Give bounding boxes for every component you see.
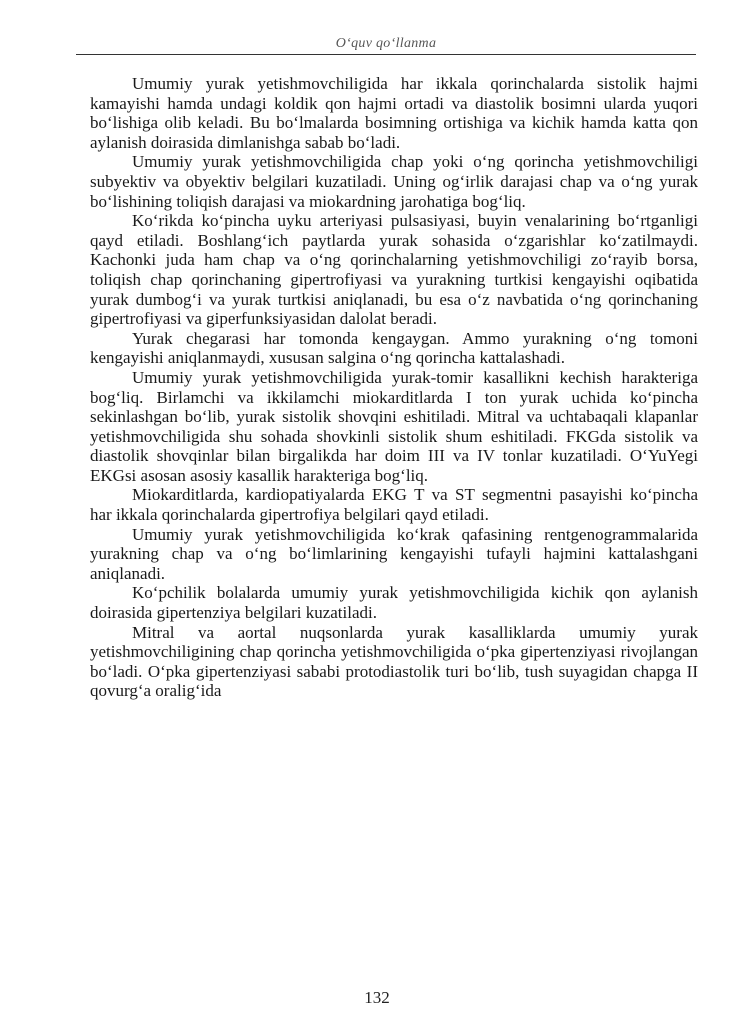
page-number: 132	[364, 988, 390, 1007]
paragraph: Umumiy yurak yetishmovchiligida yurak-tomir kasallikni kechish harakteriga bog‘liq. Birlamchi va ikkilamchi miokarditlarda I ton yurak uchida ko‘pincha sekinlashgan bo‘lib, yurak sistolik shovqini eshitiladi. Mitral va uchtabaqali klapanlar yetishmovchiligida shu sohada shovkinli sistolik shum eshitiladi. FKGda sistolik va diastolik shovqinlar bilan birgalikda har doim III va IV tonlar kuzatiladi. O‘YuYegi EKGsi asosan asosiy kasallik harakteriga bog‘liq.	[90, 367, 698, 485]
paragraph: Ko‘rikda ko‘pincha uyku arteriyasi pulsasiyasi, buyin venalarining bo‘rtganligi qayd etiladi. Boshlang‘ich paytlarda yurak sohasida o‘zgarishlar ko‘zatilmaydi. Kachonki juda ham chap va o‘ng qorinchalarning yetishmovchiligi zo‘rayib borsa, toliqish chap qorinchaning gipertrofiyasi va yurakning turtkisi kengayishi oqibatida yurak dumbog‘i va yurak turtkisi aniqlanadi, bu esa o‘z navbatida o‘ng qorinchaning gipertrofiyasi va giperfunksiyasidan dalolat beradi.	[90, 211, 698, 329]
paragraph: Umumiy yurak yetishmovchiligida ko‘krak qafasining rentgenogrammalarida yurakning chap va o‘ng bo‘limlarining kengayishi tufayli hajmini kattalashgani aniqlanadi.	[90, 524, 698, 583]
header-rule	[76, 54, 696, 55]
running-title: O‘quv qo‘llanma	[335, 36, 437, 51]
running-header	[76, 34, 696, 56]
paragraph: Ko‘pchilik bolalarda umumiy yurak yetishmovchiligida kichik qon aylanish doirasida gipertenziya belgilari kuzatiladi.	[90, 583, 698, 623]
paragraph: Umumiy yurak yetishmovchiligida har ikkala qorinchalarda sistolik hajmi kamayishi hamda undagi koldik qon hajmi ortadi va diastolik bosimni ularda yuqori bo‘lishiga olib keladi. Bu bo‘lmalarda bosimning ortishiga va kichik hamda katta qon aylanish doirasida dimlanishga sabab bo‘ladi.	[90, 74, 698, 152]
paragraph: Yurak chegarasi har tomonda kengaygan. Ammo yurakning o‘ng tomoni kengayishi aniqlanmaydi, xususan salgina o‘ng qorincha kattalashadi.	[90, 328, 698, 368]
paragraph: Miokarditlarda, kardiopatiyalarda EKG T va ST segmentni pasayishi ko‘pincha har ikkala qorinchalarda gipertrofiya belgilari qayd etiladi.	[90, 485, 698, 525]
paragraph: Mitral va aortal nuqsonlarda yurak kasalliklarda umumiy yurak yetishmovchiligining chap qorincha yetishmovchiligida o‘pka gipertenziyasi rivojlangan bo‘ladi. O‘pka gipertenziyasi sababi protodiastolik turi bo‘lib, tush suyagidan chapga II qovurg‘a oralig‘ida	[90, 622, 698, 701]
body-text	[90, 74, 698, 701]
paragraph: Umumiy yurak yetishmovchiligida chap yoki o‘ng qorincha yetishmovchiligi subyektiv va obyektiv belgilari kuzatiladi. Uning og‘irlik darajasi chap va o‘ng yurak bo‘lishining toliqish darajasi va miokardning jarohatiga bog‘liq.	[90, 152, 698, 211]
